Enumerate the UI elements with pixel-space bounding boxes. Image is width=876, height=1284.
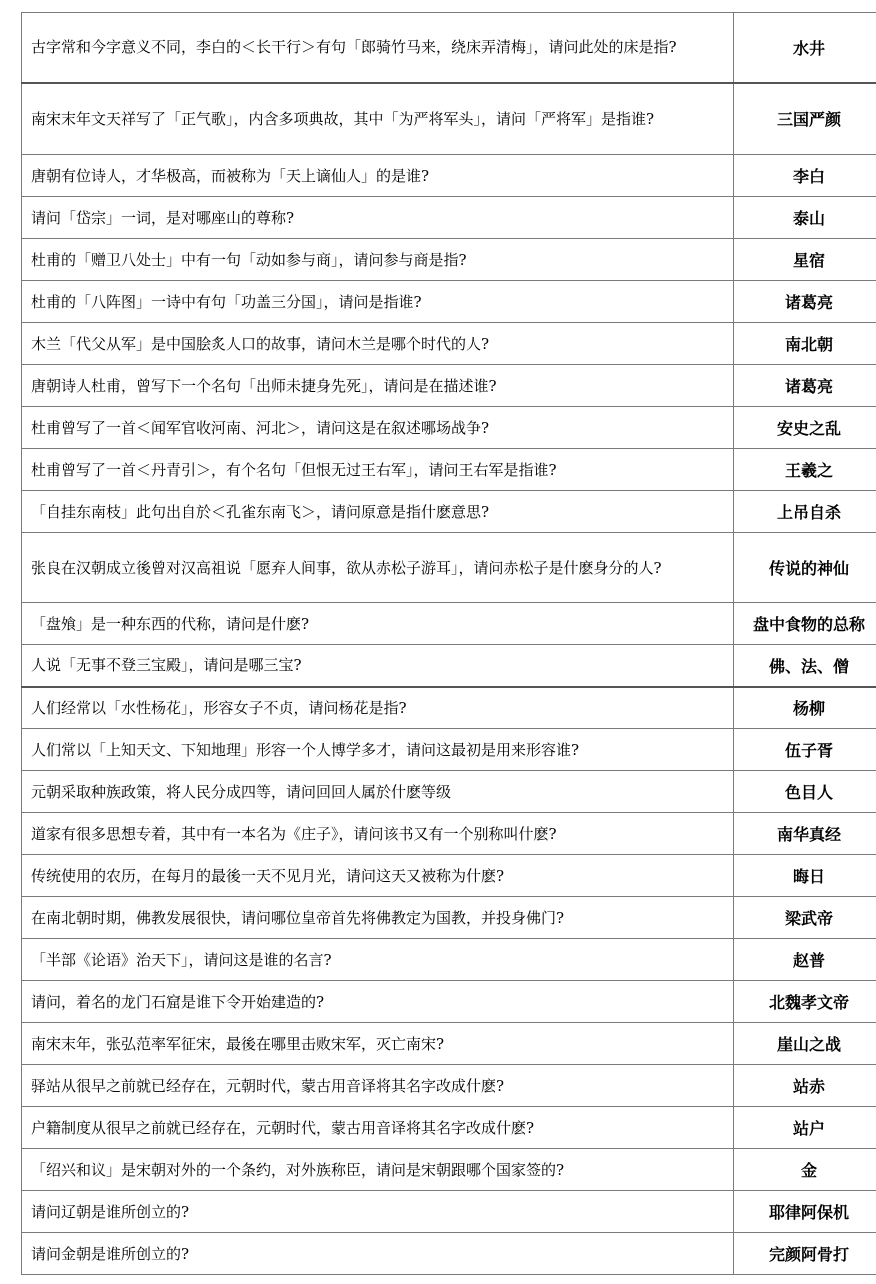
table-row (22, 939, 876, 981)
table-row (22, 155, 876, 197)
table-row (22, 365, 876, 407)
answer-cell: 盘中食物的总称 (734, 603, 876, 645)
table-row (22, 1191, 876, 1233)
answer-cell: 李白 (734, 155, 876, 197)
question-cell: 请问辽朝是谁所创立的? (22, 1191, 734, 1233)
question-cell: 「半部《论语》治天下」，请问这是谁的名言? (22, 939, 734, 981)
answer-cell: 完颜阿骨打 (734, 1233, 876, 1275)
answer-cell: 赵普 (734, 939, 876, 981)
question-cell: 杜甫曾写了一首＜丹青引＞，有个名句「但恨无过王右军」，请问王右军是指谁? (22, 449, 734, 491)
answer-cell: 星宿 (734, 239, 876, 281)
question-cell: 「自挂东南枝」此句出自於＜孔雀东南飞＞，请问原意是指什麽意思? (22, 491, 734, 533)
table-row (22, 13, 876, 83)
table-row (22, 197, 876, 239)
question-cell: 木兰「代父从军」是中国脍炙人口的故事，请问木兰是哪个时代的人? (22, 323, 734, 365)
qa-table (21, 12, 876, 1275)
answer-cell: 上吊自杀 (734, 491, 876, 533)
question-cell: 杜甫的「八阵图」一诗中有句「功盖三分国」，请问是指谁? (22, 281, 734, 323)
table-row (22, 813, 876, 855)
table-row (22, 981, 876, 1023)
question-cell: 唐朝诗人杜甫，曾写下一个名句「出师未捷身先死」，请问是在描述谁? (22, 365, 734, 407)
answer-cell: 泰山 (734, 197, 876, 239)
answer-cell: 站赤 (734, 1065, 876, 1107)
question-cell: 人们经常以「水性杨花」，形容女子不贞，请问杨花是指? (22, 687, 734, 729)
question-cell: 南宋末年，张弘范率军征宋，最後在哪里击败宋军，灭亡南宋? (22, 1023, 734, 1065)
question-cell: 人们常以「上知天文、下知地理」形容一个人博学多才，请问这最初是用来形容谁? (22, 729, 734, 771)
question-cell: 古字常和今字意义不同，李白的＜长干行＞有句「郎骑竹马来，绕床弄清梅」，请问此处的床是指? (22, 13, 734, 83)
table-row (22, 1065, 876, 1107)
question-cell: 道家有很多思想专着，其中有一本名为《庄子》，请问该书又有一个别称叫什麽? (22, 813, 734, 855)
question-cell: 请问，着名的龙门石窟是谁下令开始建造的? (22, 981, 734, 1023)
table-row (22, 1233, 876, 1275)
answer-cell: 色目人 (734, 771, 876, 813)
answer-cell: 诸葛亮 (734, 365, 876, 407)
question-cell: 南宋末年文天祥写了「正气歌」，内含多项典故，其中「为严将军头」，请问「严将军」是指谁? (22, 83, 734, 155)
table-row (22, 729, 876, 771)
answer-cell: 站户 (734, 1107, 876, 1149)
answer-cell: 南北朝 (734, 323, 876, 365)
answer-cell: 佛、法、僧 (734, 645, 876, 687)
table-row (22, 239, 876, 281)
question-cell: 元朝采取种族政策，将人民分成四等，请问回回人属於什麽等级 (22, 771, 734, 813)
answer-cell: 传说的神仙 (734, 533, 876, 603)
table-row (22, 407, 876, 449)
table-row (22, 855, 876, 897)
answer-cell: 耶律阿保机 (734, 1191, 876, 1233)
question-cell: 张良在汉朝成立後曾对汉高祖说「愿弃人间事，欲从赤松子游耳」，请问赤松子是什麽身分的人? (22, 533, 734, 603)
question-cell: 唐朝有位诗人，才华极高，而被称为「天上谪仙人」的是谁? (22, 155, 734, 197)
table-row (22, 83, 876, 155)
question-cell: 杜甫的「赠卫八处士」中有一句「动如参与商」，请问参与商是指? (22, 239, 734, 281)
answer-cell: 王羲之 (734, 449, 876, 491)
question-cell: 「绍兴和议」是宋朝对外的一个条约，对外族称臣，请问是宋朝跟哪个国家签的? (22, 1149, 734, 1191)
table-row (22, 1023, 876, 1065)
table-row (22, 1107, 876, 1149)
answer-cell: 南华真经 (734, 813, 876, 855)
answer-cell: 水井 (734, 13, 876, 83)
answer-cell: 杨柳 (734, 687, 876, 729)
question-cell: 传统使用的农历，在每月的最後一天不见月光，请问这天又被称为什麽? (22, 855, 734, 897)
table-row (22, 491, 876, 533)
table-row (22, 281, 876, 323)
question-cell: 杜甫曾写了一首＜闻军官收河南、河北＞，请问这是在叙述哪场战争? (22, 407, 734, 449)
answer-cell: 伍子胥 (734, 729, 876, 771)
question-cell: 驿站从很早之前就已经存在，元朝时代，蒙古用音译将其名字改成什麽? (22, 1065, 734, 1107)
table-row (22, 897, 876, 939)
question-cell: 请问金朝是谁所创立的? (22, 1233, 734, 1275)
answer-cell: 诸葛亮 (734, 281, 876, 323)
answer-cell: 三国严颜 (734, 83, 876, 155)
answer-cell: 北魏孝文帝 (734, 981, 876, 1023)
table-row (22, 687, 876, 729)
table-row (22, 1149, 876, 1191)
qa-table-body (22, 13, 876, 1275)
answer-cell: 晦日 (734, 855, 876, 897)
answer-cell: 梁武帝 (734, 897, 876, 939)
question-cell: 户籍制度从很早之前就已经存在，元朝时代，蒙古用音译将其名字改成什麽? (22, 1107, 734, 1149)
table-row (22, 771, 876, 813)
answer-cell: 崖山之战 (734, 1023, 876, 1065)
answer-cell: 安史之乱 (734, 407, 876, 449)
table-row (22, 323, 876, 365)
answer-cell: 金 (734, 1149, 876, 1191)
table-row (22, 533, 876, 603)
table-row (22, 645, 876, 687)
table-row (22, 449, 876, 491)
question-cell: 人说「无事不登三宝殿」，请问是哪三宝? (22, 645, 734, 687)
table-row (22, 603, 876, 645)
question-cell: 「盘飧」是一种东西的代称，请问是什麽? (22, 603, 734, 645)
question-cell: 请问「岱宗」一词，是对哪座山的尊称? (22, 197, 734, 239)
question-cell: 在南北朝时期，佛教发展很快，请问哪位皇帝首先将佛教定为国教，并投身佛门? (22, 897, 734, 939)
